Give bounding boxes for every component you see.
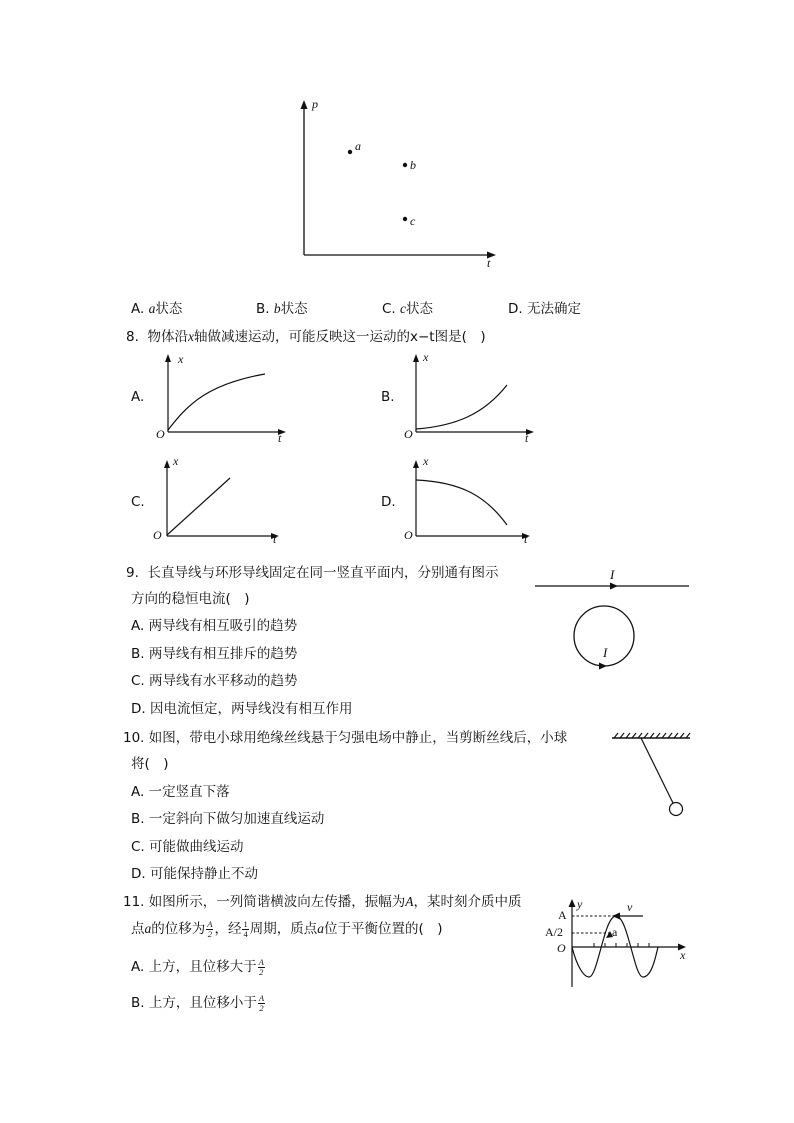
q11-x-label: x bbox=[680, 948, 686, 962]
q8-a-x-label: t bbox=[278, 431, 282, 445]
q8-d-origin: O bbox=[404, 528, 413, 542]
ring-current-arrow bbox=[599, 663, 607, 670]
q10-option-d[interactable]: D. 可能保持静止不动 bbox=[131, 866, 258, 882]
q8-curve-d bbox=[416, 480, 507, 525]
q7-label-a: a bbox=[355, 139, 361, 153]
q8-graph-b[interactable] bbox=[416, 352, 536, 442]
q11-option-a[interactable]: A. 上方，且位移大于 $\frac{A}{2}$ bbox=[131, 956, 264, 977]
charged-ball bbox=[670, 803, 683, 816]
q9-option-d[interactable]: D. 因电流恒定，两导线没有相互作用 bbox=[131, 701, 353, 717]
q8-c-x-label: t bbox=[273, 532, 277, 546]
point-b bbox=[403, 163, 407, 167]
q9-wire-loop-figure bbox=[535, 570, 695, 680]
q8-graph-d[interactable] bbox=[416, 458, 536, 548]
q9-stem-line1: 9. 长直导线与环形导线固定在同一竖直平面内，分别通有图示 bbox=[126, 565, 499, 581]
q8-b-y-label: x bbox=[423, 350, 429, 364]
q10-option-a[interactable]: A. 一定竖直下落 bbox=[131, 784, 230, 800]
q7-option-d[interactable]: D. 无法确定 bbox=[508, 301, 581, 317]
q8-c-y-label: x bbox=[173, 454, 179, 468]
q9-stem-line2: 方向的稳恒电流( ) bbox=[131, 591, 250, 607]
q8-stem: 8. 物体沿x轴做减速运动，可能反映这一运动的x−t图是( ) bbox=[126, 329, 486, 345]
q11-wave-figure bbox=[548, 895, 698, 995]
q8-label-d[interactable]: D. bbox=[381, 494, 396, 510]
q7-label-b: b bbox=[410, 158, 416, 172]
point-a bbox=[348, 150, 352, 154]
q8-curve-c bbox=[167, 478, 230, 535]
q8-graph-c[interactable] bbox=[167, 458, 287, 548]
q8-curve-a bbox=[168, 374, 265, 430]
q10-option-b[interactable]: B. 一定斜向下做匀加速直线运动 bbox=[131, 811, 325, 827]
q11-y-label: y bbox=[577, 897, 583, 911]
q11-origin-label: O bbox=[557, 941, 566, 955]
q11-stem-line2: 点a的位移为 $\frac{A}{2}$ ，经 $\frac{1}{4}$ 周期，质点a位于平衡位置的( ) bbox=[131, 918, 443, 939]
q8-label-c[interactable]: C. bbox=[131, 494, 145, 510]
point-c bbox=[403, 217, 407, 221]
q7-pt-graph bbox=[290, 95, 510, 275]
q10-stem-line1: 10. 如图，带电小球用绝缘丝线悬于匀强电场中静止，当剪断丝线后，小球 bbox=[123, 730, 568, 746]
q9-option-c[interactable]: C. 两导线有水平移动的趋势 bbox=[131, 673, 298, 689]
q11-option-b[interactable]: B. 上方，且位移小于 $\frac{A}{2}$ bbox=[131, 992, 265, 1013]
q8-d-y-label: x bbox=[423, 454, 429, 468]
q8-a-y-label: x bbox=[178, 352, 184, 366]
q8-c-origin: O bbox=[153, 528, 162, 542]
q7-label-c: c bbox=[410, 214, 416, 228]
q8-b-origin: O bbox=[404, 427, 413, 441]
q8-curve-b bbox=[416, 385, 507, 429]
q11-amplitude-label: A bbox=[558, 908, 567, 922]
q7-option-a[interactable]: A. a状态 bbox=[131, 301, 183, 317]
wire-current-arrow bbox=[610, 583, 618, 590]
q9-option-a[interactable]: A. 两导线有相互吸引的趋势 bbox=[131, 618, 298, 634]
q8-a-origin: O bbox=[156, 427, 165, 441]
q10-pendulum-figure bbox=[610, 732, 695, 822]
q9-option-b[interactable]: B. 两导线有相互排斥的趋势 bbox=[131, 646, 298, 662]
q11-half-amplitude-label: A/2 bbox=[545, 925, 563, 939]
fraction-1-over-4: $\frac{1}{4}$ bbox=[243, 918, 248, 939]
q7-option-b[interactable]: B. b状态 bbox=[256, 301, 308, 317]
q8-b-x-label: t bbox=[525, 431, 529, 445]
q11-particle-a-label: a bbox=[612, 925, 618, 939]
q8-label-a[interactable]: A. bbox=[131, 389, 145, 405]
q8-d-x-label: t bbox=[524, 532, 528, 546]
q7-x-axis-label: t bbox=[487, 256, 491, 270]
q11-v-label: v bbox=[627, 900, 633, 914]
insulating-thread bbox=[641, 738, 673, 803]
q8-graph-a[interactable] bbox=[168, 352, 288, 442]
q8-label-b[interactable]: B. bbox=[381, 389, 395, 405]
q10-stem-line2: 将( ) bbox=[131, 756, 169, 772]
q7-option-c[interactable]: C. c状态 bbox=[382, 301, 434, 317]
q11-stem-line1: 11. 如图所示，一列简谐横波向左传播，振幅为A，某时刻介质中质 bbox=[123, 894, 522, 910]
q9-wire-current-label: I bbox=[610, 567, 615, 582]
fraction-A-over-2: $\frac{A}{2}$ bbox=[207, 918, 213, 939]
q7-y-axis-label: p bbox=[312, 97, 318, 111]
q10-option-c[interactable]: C. 可能做曲线运动 bbox=[131, 839, 244, 855]
q9-loop-current-label: I bbox=[603, 645, 608, 660]
